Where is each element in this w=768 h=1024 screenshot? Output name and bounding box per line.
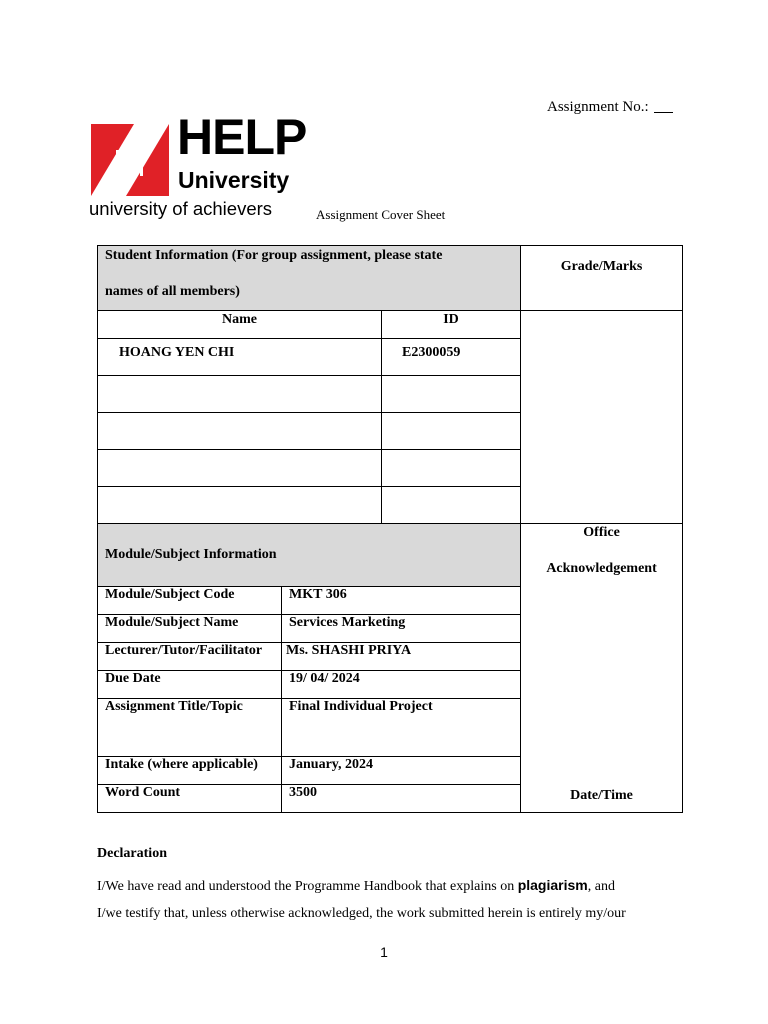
assignment-number <box>547 98 673 116</box>
declaration-line1-start: I/We have read and understood the Programme Handbook that explains on <box>97 879 518 894</box>
intake-label: Intake (where applicable) <box>98 757 282 785</box>
grade-marks-cell <box>521 311 683 524</box>
word-count-label: Word Count <box>98 785 282 813</box>
help-university-logo <box>89 109 311 222</box>
module-code-label: Module/Subject Code <box>98 587 282 615</box>
office-label: Office <box>583 525 620 540</box>
member-id: E2300059 <box>382 339 521 376</box>
office-acknowledgement-cell <box>521 524 683 813</box>
assignment-title-label: Assignment Title/Topic <box>98 699 282 757</box>
declaration-heading: Declaration <box>97 846 167 861</box>
word-count-value: 3500 <box>282 785 521 813</box>
declaration-line2: I/we testify that, unless otherwise acknowledged, the work submitted herein is entirely my/our <box>97 906 626 921</box>
help-logo-mark-icon <box>91 124 169 196</box>
logo-tagline: university of achievers <box>89 198 273 219</box>
member-id-empty <box>382 450 521 487</box>
date-time-label: Date/Time <box>570 788 633 803</box>
member-id-empty <box>382 487 521 524</box>
module-info-heading: Module/Subject Information <box>98 524 521 587</box>
acknowledgement-label: Acknowledgement <box>546 561 657 576</box>
cover-sheet-table <box>97 245 683 813</box>
module-code-value: MKT 306 <box>282 587 521 615</box>
declaration-line1-end: , and <box>587 879 615 894</box>
due-date-value: 19/ 04/ 2024 <box>282 671 521 699</box>
member-id-empty <box>382 376 521 413</box>
student-info-heading <box>98 246 521 311</box>
logo-brand: HELP <box>177 109 307 165</box>
name-column-header: Name <box>98 311 382 339</box>
member-name-empty <box>98 487 382 524</box>
assignment-title-value: Final Individual Project <box>282 699 521 757</box>
student-info-heading-line1: Student Information (For group assignment, please state <box>105 248 443 263</box>
assignment-number-label: Assignment No.: <box>547 99 649 115</box>
member-id-empty <box>382 413 521 450</box>
assignment-number-blank <box>654 98 673 113</box>
member-name-empty <box>98 450 382 487</box>
logo-university: University <box>178 167 290 193</box>
declaration-plagiarism: plagiarism <box>517 877 588 893</box>
cover-sheet-title: Assignment Cover Sheet <box>316 207 446 222</box>
member-name: HOANG YEN CHI <box>98 339 382 376</box>
lecturer-value: Ms. SHASHI PRIYA <box>282 643 521 671</box>
member-name-empty <box>98 376 382 413</box>
student-info-heading-line2: names of all members) <box>105 284 240 299</box>
due-date-label: Due Date <box>98 671 282 699</box>
id-column-header: ID <box>382 311 521 339</box>
grade-marks-header: Grade/Marks <box>521 246 683 311</box>
module-name-label: Module/Subject Name <box>98 615 282 643</box>
member-name-empty <box>98 413 382 450</box>
module-name-value: Services Marketing <box>282 615 521 643</box>
page-number: 1 <box>380 944 388 960</box>
lecturer-label: Lecturer/Tutor/Facilitator <box>98 643 282 671</box>
intake-value: January, 2024 <box>282 757 521 785</box>
declaration-text <box>97 872 697 927</box>
